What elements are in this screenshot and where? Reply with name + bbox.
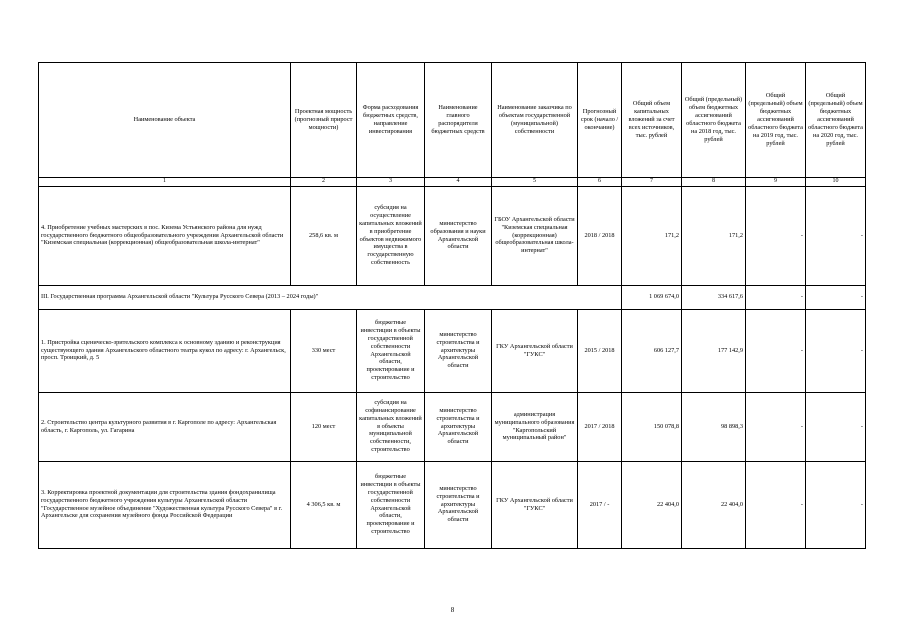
- budget-2018: 177 142,9: [682, 309, 746, 392]
- program-name: III. Государственная программа Архангельской области "Культура Русского Севера (2013 – 2024 годы)": [39, 285, 622, 309]
- header-customer: Наименование заказчика по объектам государственной (муниципальной) собственности: [492, 63, 578, 178]
- object-name: 4. Приобретение учебных мастерских в пос. Кизема Устьянского района для нужд государственного бюджетного общеобразовательного учреждения Архангельской области "Киземская специальная (коррекционная) общеобразовательная школа-интернат": [39, 186, 291, 285]
- total-investment: 171,2: [622, 186, 682, 285]
- budget-distributor: министерство строительства и архитектуры Архангельской области: [425, 309, 492, 392]
- column-number: 3: [357, 178, 425, 187]
- column-number: 8: [682, 178, 746, 187]
- term: 2018 / 2018: [578, 186, 622, 285]
- column-number: 7: [622, 178, 682, 187]
- table-header-row: [39, 63, 866, 178]
- budget-2018: 22 404,0: [682, 461, 746, 548]
- budget-2020: -: [806, 285, 866, 309]
- header-object-name: Наименование объекта: [39, 63, 291, 178]
- budget-distributor: министерство строительства и архитектуры Архангельской области: [425, 392, 492, 461]
- column-number: 9: [746, 178, 806, 187]
- budget-2019: -: [746, 285, 806, 309]
- object-name: 3. Корректировка проектной документации для строительства здания фондохранилища государственного бюджетного учреждения культуры Архангельской области "Государственное музейное объединение "Художественная культура Русского Севера" в г. Архангельске для сохранения музейного фонда Российской Федерации: [39, 461, 291, 548]
- header-budget-2018: Общий (предельный) объем бюджетных ассигнований областного бюджета на 2018 год, тыс. рублей: [682, 63, 746, 178]
- customer: администрация муниципального образования "Каргопольский муниципальный район": [492, 392, 578, 461]
- spending-form: бюджетные инвестиции в объекты государственной собственности Архангельской области, проектирование и строительство: [357, 309, 425, 392]
- column-number-row: [39, 178, 866, 187]
- budget-distributor: министерство образования и науки Архангельской области: [425, 186, 492, 285]
- header-capacity: Проектная мощность (прогнозный прирост мощности): [291, 63, 357, 178]
- total-investment: 606 127,7: [622, 309, 682, 392]
- header-budget-distributor: Наименование главного распорядителя бюджетных средств: [425, 63, 492, 178]
- capacity: 330 мест: [291, 309, 357, 392]
- capacity: 258,6 кв. м: [291, 186, 357, 285]
- header-budget-2019: Общий (предельный) объем бюджетных ассигнований областного бюджета на 2019 год, тыс. рублей: [746, 63, 806, 178]
- budget-2020: -: [806, 461, 866, 548]
- column-number: 6: [578, 178, 622, 187]
- customer: ГКУ Архангельской области "ГУКС": [492, 309, 578, 392]
- total-investment: 1 069 674,0: [622, 285, 682, 309]
- capacity: 4 306,5 кв. м: [291, 461, 357, 548]
- header-total-investment: Общий объем капитальных вложений за счет всех источников, тыс. рублей: [622, 63, 682, 178]
- budget-2018: 171,2: [682, 186, 746, 285]
- header-term: Прогнозный срок (начало / окончание): [578, 63, 622, 178]
- customer: ГБОУ Архангельской области "Киземская специальная (коррекционная) общеобразовательная школа-интернат": [492, 186, 578, 285]
- budget-2020: -: [806, 186, 866, 285]
- object-name: 2. Строительство центра культурного развития в г. Каргополе по адресу: Архангельская область, г. Каргополь, ул. Гагарина: [39, 392, 291, 461]
- column-number: 1: [39, 178, 291, 187]
- program-row: [39, 285, 866, 309]
- budget-2019: -: [746, 186, 806, 285]
- header-spending-form: Форма расходования бюджетных средств, направление инвестирования: [357, 63, 425, 178]
- capital-investment-table: [38, 62, 866, 549]
- table-row: [39, 461, 866, 548]
- budget-2019: -: [746, 309, 806, 392]
- term: 2017 / 2018: [578, 392, 622, 461]
- term: 2015 / 2018: [578, 309, 622, 392]
- column-number: 5: [492, 178, 578, 187]
- table-row: [39, 392, 866, 461]
- column-number: 2: [291, 178, 357, 187]
- budget-2019: -: [746, 461, 806, 548]
- budget-2018: 98 898,3: [682, 392, 746, 461]
- term: 2017 / -: [578, 461, 622, 548]
- total-investment: 150 078,8: [622, 392, 682, 461]
- table-row: [39, 186, 866, 285]
- column-number: 4: [425, 178, 492, 187]
- spending-form: субсидия на софинансирование капитальных вложений в объекты муниципальной собственности, строительство: [357, 392, 425, 461]
- budget-2020: -: [806, 392, 866, 461]
- column-number: 10: [806, 178, 866, 187]
- header-budget-2020: Общий (предельный) объем бюджетных ассигнований областного бюджета на 2020 год, тыс. рублей: [806, 63, 866, 178]
- total-investment: 22 404,0: [622, 461, 682, 548]
- budget-distributor: министерство строительства и архитектуры Архангельской области: [425, 461, 492, 548]
- budget-2019: -: [746, 392, 806, 461]
- customer: ГКУ Архангельской области "ГУКС": [492, 461, 578, 548]
- table-row: [39, 309, 866, 392]
- spending-form: субсидия на осуществление капитальных вложений в приобретение объектов недвижимого имущества в государственную собственность: [357, 186, 425, 285]
- capacity: 120 мест: [291, 392, 357, 461]
- budget-2020: -: [806, 309, 866, 392]
- page-number: 8: [450, 606, 455, 614]
- object-name: 1. Пристройка сценическо-зрительского комплекса к основному зданию и реконструкция существующего здания Архангельского областного театра кукол по адресу: г. Архангельск, просп. Троицкий, д. 5: [39, 309, 291, 392]
- budget-2018: 334 617,6: [682, 285, 746, 309]
- spending-form: бюджетные инвестиции в объекты государственной собственности Архангельской области, проектирование и строительство: [357, 461, 425, 548]
